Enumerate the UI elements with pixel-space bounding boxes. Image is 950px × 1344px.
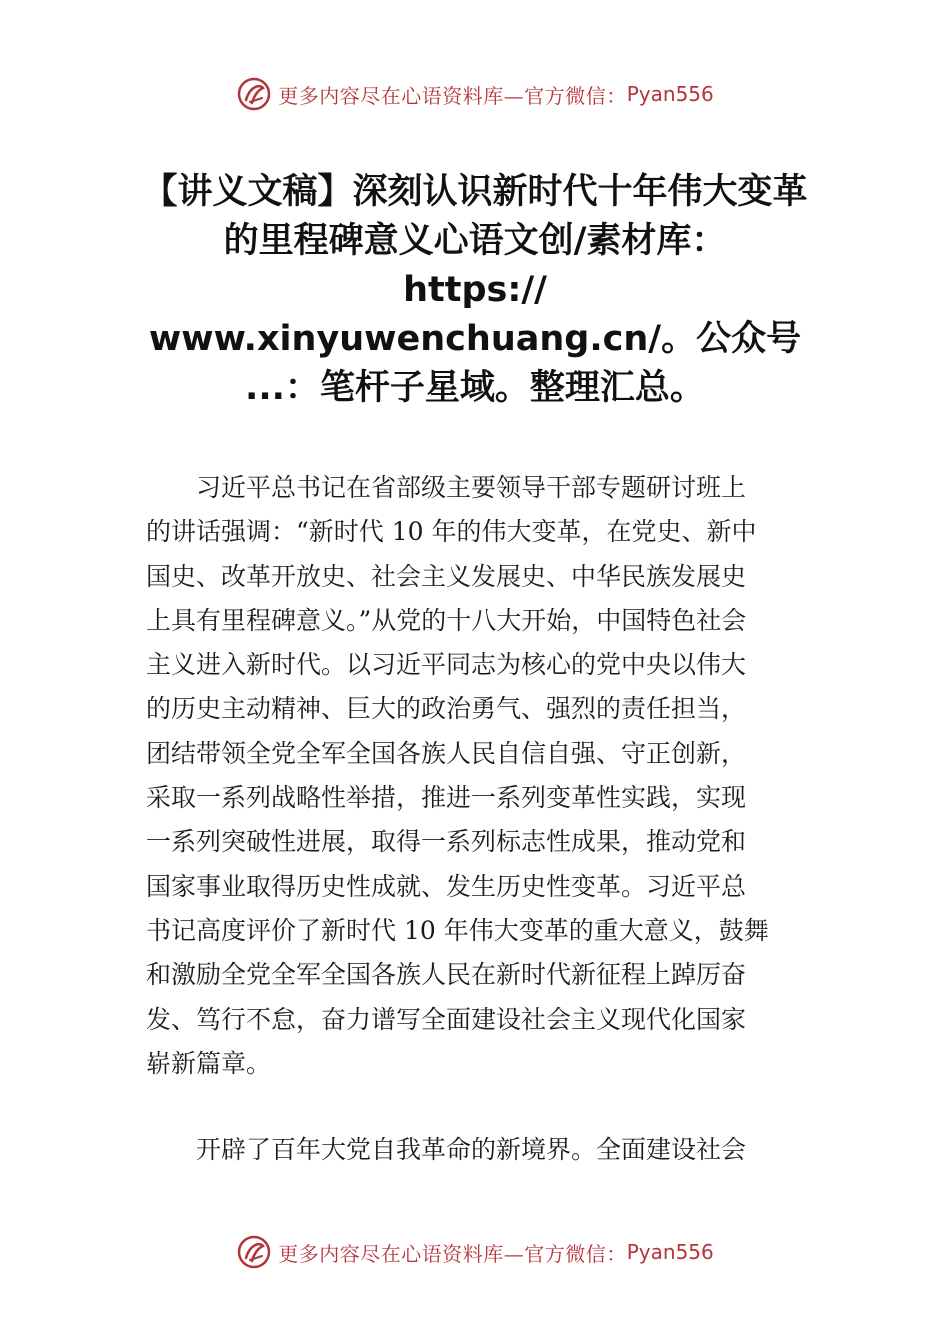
header-wechat-handle: Pyan556 (626, 82, 714, 106)
paragraph-line: 书记高度评价了新时代 10 年伟大变革的重大意义，鼓舞 (146, 915, 769, 945)
paragraph-line: 国史、改革开放史、社会主义发展史、中华民族发展史 (146, 561, 747, 591)
brand-logo-icon (236, 1234, 272, 1270)
body-paragraph-1 (146, 466, 808, 1086)
title-line: https:// (403, 270, 547, 310)
paragraph-line: 上具有里程碑意义。”从党的十八大开始，中国特色社会 (146, 605, 747, 635)
header-banner-text: 更多内容尽在心语资料库—官方微信： (278, 83, 627, 108)
paragraph-line: 的讲话强调：“新时代 10 年的伟大变革，在党史、新中 (146, 517, 757, 547)
title-line: 【讲义文稿】深刻认识新时代十年伟大变革 (142, 172, 808, 212)
paragraph-line: 习近平总书记在省部级主要领导干部专题研讨班上 (146, 473, 747, 502)
brand-logo-icon (236, 76, 272, 112)
paragraph-line: 国家事业取得历史性成就、发生历史性变革。习近平总 (146, 871, 747, 901)
paragraph-line: 一系列突破性进展，取得一系列标志性成果，推动党和 (146, 827, 747, 857)
document-title (120, 168, 830, 413)
paragraph-line: 和激励全党全军全国各族人民在新时代新征程上踔厉奋 (146, 960, 747, 990)
title-line: www.xinyuwenchuang.cn/。公众号 (148, 319, 802, 359)
body-paragraph-2 (146, 1128, 808, 1172)
title-line: 的里程碑意义心语文创/素材库： (223, 221, 727, 261)
paragraph-line: 团结带领全党全军全国各族人民自信自强、守正创新， (146, 738, 747, 768)
paragraph-line: 采取一系列战略性举措，推进一系列变革性实践，实现 (146, 783, 747, 813)
paragraph-line: 发、笃行不怠，奋力谱写全面建设社会主义现代化国家 (146, 1004, 747, 1034)
footer-wechat-handle: Pyan556 (626, 1240, 714, 1264)
paragraph-line: 的历史主动精神、巨大的政治勇气、强烈的责任担当， (146, 694, 747, 724)
footer-banner-text: 更多内容尽在心语资料库—官方微信： (278, 1241, 627, 1266)
header-banner (0, 72, 950, 116)
paragraph-line: 开辟了百年大党自我革命的新境界。全面建设社会 (146, 1135, 747, 1164)
footer-banner (0, 1230, 950, 1274)
paragraph-line: 崭新篇章。 (146, 1048, 272, 1078)
paragraph-line: 主义进入新时代。以习近平同志为核心的党中央以伟大 (146, 650, 747, 680)
title-line: ...：笔杆子星域。整理汇总。 (245, 368, 705, 408)
